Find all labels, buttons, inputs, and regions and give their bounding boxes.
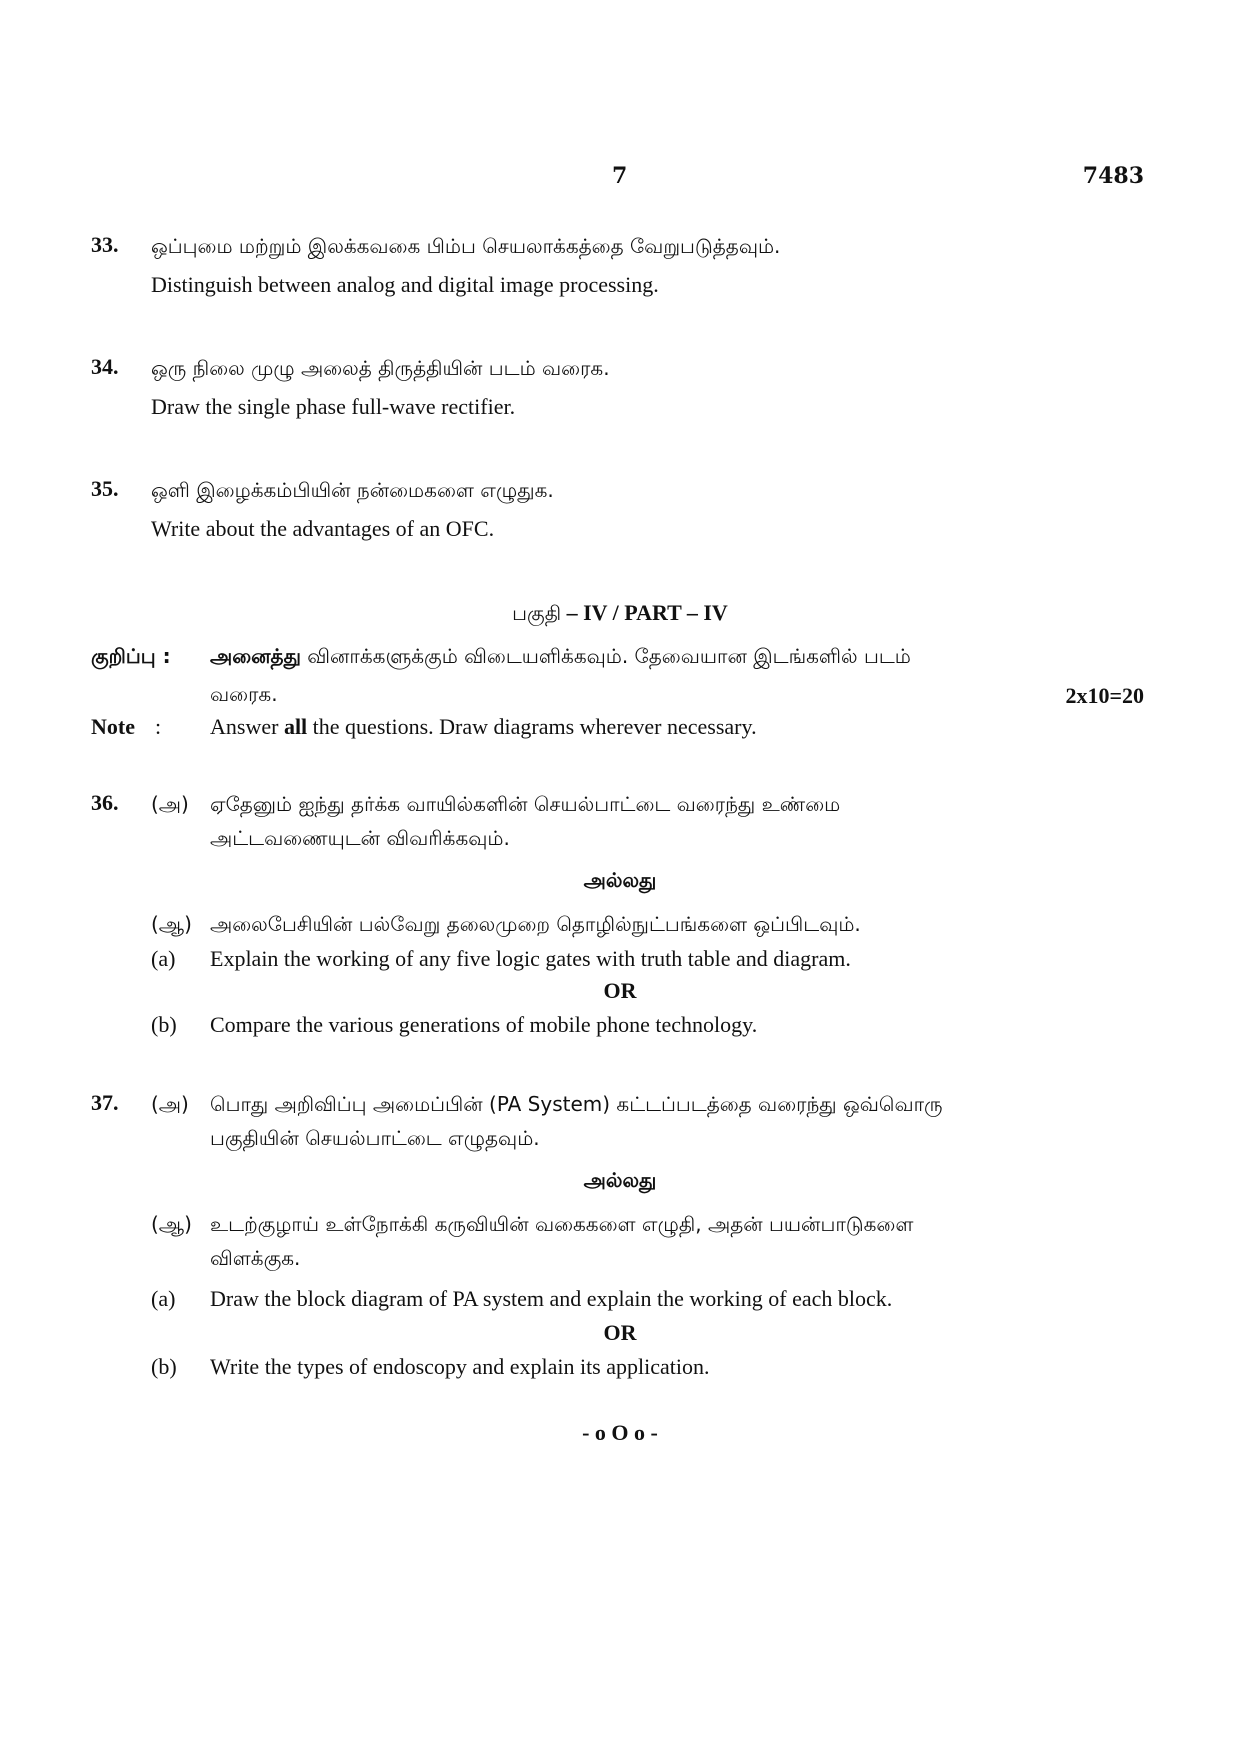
option-a-tamil-marker: (அ) [151,792,189,816]
part-heading-english: – IV / PART – IV [561,600,728,625]
note-tamil-bold: அனைத்து [210,644,301,668]
question-english: Distinguish between analog and digital image processing. [151,272,659,297]
question-english: Draw the single phase full-wave rectifier. [151,394,516,419]
question-number: 34. [91,354,119,379]
option-b-marker: (b) [151,1012,177,1037]
option-a-tamil-line1: பொது அறிவிப்பு அமைப்பின் (PA System) கட்டப்படத்தை வரைந்து ஒவ்வொரு [210,1092,943,1116]
note-english-pre: Answer [210,714,284,739]
option-b-english: Compare the various generations of mobile phone technology. [210,1012,758,1037]
question-tamil: ஒளி இழைக்கம்பியின் நன்மைகளை எழுதுக. [151,478,554,502]
option-b-tamil-marker: (ஆ) [151,912,192,936]
page-number: 7 [612,163,628,189]
part-heading [0,600,1240,628]
end-mark: - o O o - [582,1420,658,1445]
question-tamil: ஒரு நிலை முழு அலைத் திருத்தியின் படம் வரைக. [151,356,610,380]
option-a-tamil-marker: (அ) [151,1092,189,1116]
or-english: OR [603,1320,637,1345]
or-tamil: அல்லது [583,868,657,892]
question-english: Write about the advantages of an OFC. [151,516,495,541]
note-tamil-text [210,644,911,671]
note-english-label: Note [91,714,135,739]
question-number: 36. [91,790,119,815]
option-b-english: Write the types of endoscopy and explain its application. [210,1354,710,1379]
or-english: OR [603,978,637,1003]
option-a-tamil-text: ஏதேனும் ஐந்து தர்க்க வாயில்களின் செயல்பாட்டை வரைந்து உண்மை [210,792,841,816]
note-english-bold: all [283,714,308,739]
option-b-tamil: அலைபேசியின் பல்வேறு தலைமுறை தொழில்நுட்பங்களை ஒப்பிடவும். [210,912,861,936]
option-a-marker: (a) [151,1286,176,1311]
note-english-colon: : [155,714,162,739]
paper-code: 7483 [1082,163,1144,189]
part-heading-tamil: பகுதி [512,601,562,625]
option-a-marker: (a) [151,946,176,971]
option-a-tamil-line2: பகுதியின் செயல்பாட்டை எழுதவும். [210,1126,540,1150]
note-english-text [210,714,757,740]
note-tamil-label: குறிப்பு : [91,644,171,668]
option-a-tamil-line2: அட்டவணையுடன் விவரிக்கவும். [210,826,510,850]
or-tamil: அல்லது [583,1168,657,1192]
marks: 2x10=20 [1065,683,1144,708]
option-b-tamil-marker: (ஆ) [151,1212,192,1236]
note-tamil-line2: வரைக. [210,682,278,706]
option-a-english: Draw the block diagram of PA system and explain the working of each block. [210,1286,893,1311]
question-tamil: ஒப்புமை மற்றும் இலக்கவகை பிம்ப செயலாக்கத்தை வேறுபடுத்தவும். [151,234,781,258]
option-a-english: Explain the working of any five logic gates with truth table and diagram. [210,946,851,971]
option-b-tamil-line1: உடற்குழாய் உள்நோக்கி கருவியின் வகைகளை எழுதி, அதன் பயன்பாடுகளை [210,1212,914,1236]
question-number: 33. [91,232,119,257]
question-number: 37. [91,1090,119,1115]
question-number: 35. [91,476,119,501]
note-english-post: the questions. Draw diagrams wherever necessary. [307,714,757,739]
option-b-tamil-line2: விளக்குக. [210,1246,301,1270]
option-b-marker: (b) [151,1354,177,1379]
note-tamil-line1: வினாக்களுக்கும் விடையளிக்கவும். தேவையான இடங்களில் படம் [300,644,911,668]
option-a-tamil-line1 [210,792,1090,819]
